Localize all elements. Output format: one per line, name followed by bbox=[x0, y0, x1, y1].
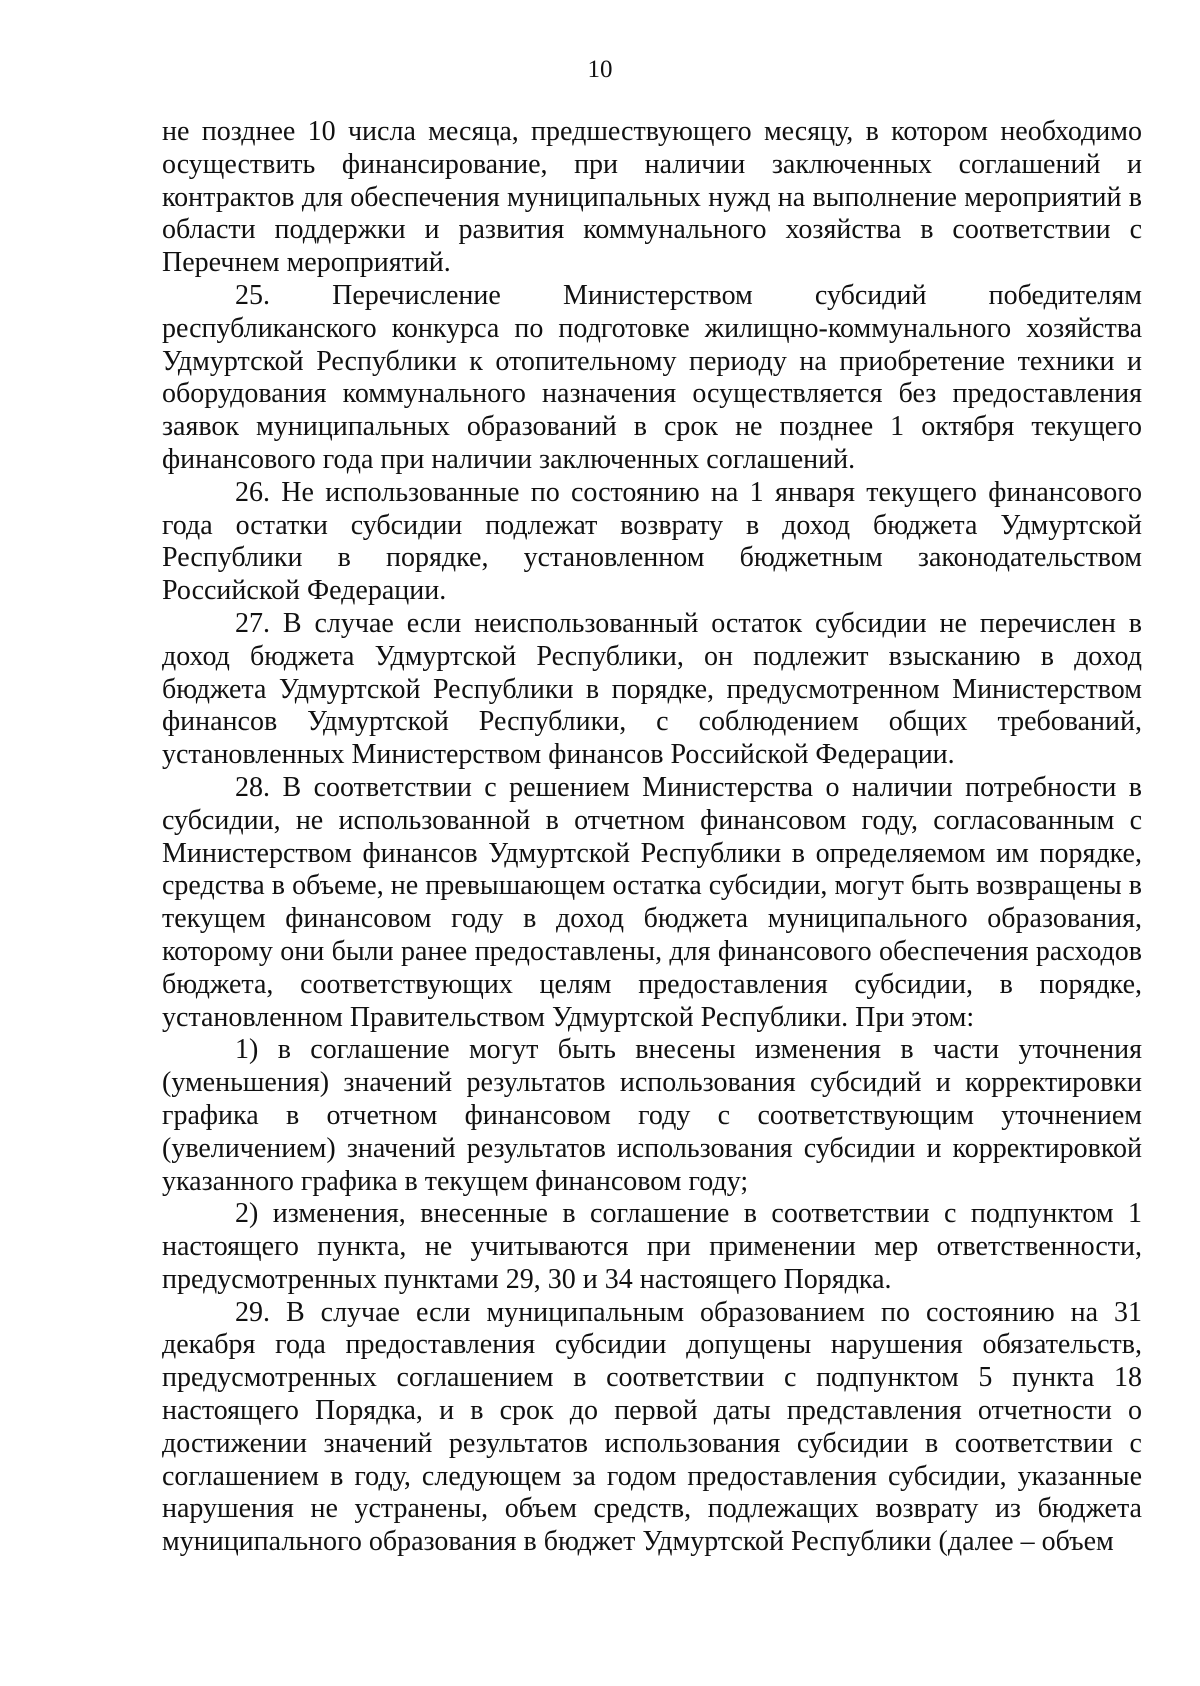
paragraph-28-subitem-1: 1) в соглашение могут быть внесены изменения в части уточнения (уменьшения) значений результатов использования субсидий и корректировки графика в отчетном финансовом году с соответствующим уточнением (увеличением) значений результатов использования субсидии и корректировкой указанного графика в текущем финансовом году; bbox=[162, 1034, 1142, 1197]
document-body bbox=[162, 116, 1142, 1559]
paragraph-28-subitem-2: 2) изменения, внесенные в соглашение в соответствии с подпунктом 1 настоящего пункта, не учитываются при применении мер ответственности, предусмотренных пунктами 29, 30 и 34 настоящего Порядка. bbox=[162, 1198, 1142, 1295]
paragraph-25: 25. Перечисление Министерством субсидий победителям республиканского конкурса по подготовке жилищно-коммунального хозяйства Удмуртской Республики к отопительному периоду на приобретение техники и оборудования коммунального назначения осуществляется без предоставления заявок муниципальных образований в срок не позднее 1 октября текущего финансового года при наличии заключенных соглашений. bbox=[162, 279, 1142, 475]
paragraph-continuation: не позднее 10 числа месяца, предшествующего месяцу, в котором необходимо осуществить финансирование, при наличии заключенных соглашений и контрактов для обеспечения муниципальных нужд на выполнение мероприятий в области поддержки и развития коммунального хозяйства в соответствии с Перечнем мероприятий. bbox=[162, 116, 1142, 279]
paragraph-26: 26. Не использованные по состоянию на 1 января текущего финансового года остатки субсидии подлежат возврату в доход бюджета Удмуртской Республики в порядке, установленном бюджетным законодательством Российской Федерации. bbox=[162, 476, 1142, 607]
paragraph-28: 28. В соответствии с решением Министерства о наличии потребности в субсидии, не использованной в отчетном финансовом году, согласованным с Министерством финансов Удмуртской Республики в определяемом им порядке, средства в объеме, не превышающем остатка субсидии, могут быть возвращены в текущем финансовом году в доход бюджета муниципального образования, которому они были ранее предоставлены, для финансового обеспечения расходов бюджета, соответствующих целям предоставления субсидии, в порядке, установленном Правительством Удмуртской Республики. При этом: bbox=[162, 771, 1142, 1033]
page-number: 10 bbox=[587, 56, 613, 83]
paragraph-29: 29. В случае если муниципальным образованием по состоянию на 31 декабря года предоставления субсидии допущены нарушения обязательств, предусмотренных соглашением в соответствии с подпунктом 5 пункта 18 настоящего Порядка, и в срок до первой даты представления отчетности о достижении значений результатов использования субсидии в соответствии с соглашением в году, следующем за годом предоставления субсидии, указанные нарушения не устранены, объем средств, подлежащих возврату из бюджета муниципального образования в бюджет Удмуртской Республики (далее – объем bbox=[162, 1296, 1142, 1558]
paragraph-27: 27. В случае если неиспользованный остаток субсидии не перечислен в доход бюджета Удмуртской Республики, он подлежит взысканию в доход бюджета Удмуртской Республики в порядке, предусмотренном Министерством финансов Удмуртской Республики, с соблюдением общих требований, установленных Министерством финансов Российской Федерации. bbox=[162, 607, 1142, 771]
